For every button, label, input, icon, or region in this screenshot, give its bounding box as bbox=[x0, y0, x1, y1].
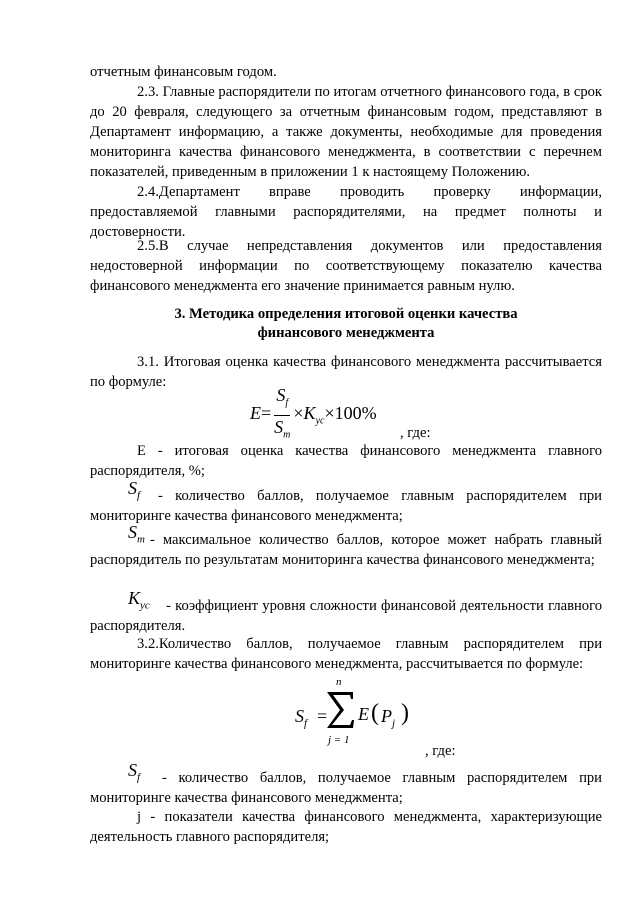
formula2-open-paren: ( bbox=[371, 700, 379, 726]
where-label-1: , где: bbox=[400, 425, 431, 441]
where-label-2: , где: bbox=[425, 743, 456, 759]
formula-sum bbox=[295, 676, 435, 756]
paragraph-e-definition: Е - итоговая оценка качества финансового менеджмента главного распорядителя, %; bbox=[90, 443, 602, 479]
formula-eq: = bbox=[261, 403, 272, 424]
formula2-close-paren: ) bbox=[401, 700, 409, 726]
formula-total-score bbox=[250, 384, 377, 446]
paragraph-continuation: отчетным финансовым годом. bbox=[90, 64, 277, 80]
formula2-lhs: $S_f$ bbox=[295, 706, 308, 730]
symbol-sf-2: $S_f$ bbox=[128, 760, 141, 784]
sigma-icon bbox=[325, 690, 355, 730]
paragraph-sm-definition: - максимальное количество баллов, которое может набрать главный распорядитель по результатам мониторинга качества финансового менеджмента; bbox=[90, 532, 602, 568]
paragraph-2-4: 2.4.Департамент вправе проводить проверку информации, предоставляемой главными распорядителями, на предмет полноты и достоверности. bbox=[90, 184, 602, 240]
section-heading-line-2: финансового менеджмента bbox=[257, 325, 435, 341]
symbol-sf: $S_f$ bbox=[128, 478, 141, 502]
formula2-func: E bbox=[358, 704, 369, 724]
symbol-kus: $K_{ус}$ bbox=[128, 588, 150, 612]
formula-k: $K_{ус}$ bbox=[303, 403, 325, 427]
paragraph-2-3: 2.3. Главные распорядители по итогам отчетного финансового года, в срок до 20 февраля, следующего за отчетным финансовым годом, представляют в Департамент информацию, а также документы, необходимые для проведения мониторинга качества финансового менеджмента, в соответствии с перечнем показателей, приведенным в приложении 1 к настоящему Положению. bbox=[90, 84, 602, 180]
paragraph-sf-definition-2: - количество баллов, получаемое главным распорядителем при мониторинге качества финансового менеджмента; bbox=[90, 770, 602, 806]
formula-denominator: $S_m$ bbox=[274, 416, 291, 441]
paragraph-2-5: 2.5.В случае непредставления документов или предоставления недостоверной информации по соответствующему показателю качества финансового менеджмента его значение принимается равным нулю. bbox=[90, 238, 602, 294]
formula2-upper-limit: n bbox=[336, 676, 342, 688]
formula-numerator: $S_f$ bbox=[274, 384, 290, 416]
formula2-arg: $P_j$ bbox=[381, 706, 396, 730]
formula-percent: 100% bbox=[334, 403, 377, 424]
paragraph-3-2: 3.2.Количество баллов, получаемое главным распорядителем при мониторинге качества финансового менеджмента, рассчитывается по формуле: bbox=[90, 636, 602, 672]
symbol-sm: $S_m$ bbox=[128, 522, 145, 546]
section-heading-line-1: 3. Методика определения итоговой оценки качества bbox=[174, 306, 518, 322]
formula-fraction bbox=[274, 384, 290, 446]
paragraph-sf-definition: - количество баллов, получаемое главным распорядителем при мониторинге качества финансового менеджмента; bbox=[90, 488, 602, 524]
paragraph-kus-definition: - коэффициент уровня сложности финансовой деятельности главного распорядителя. bbox=[90, 598, 602, 634]
formula2-lower-limit: j = 1 bbox=[328, 734, 350, 746]
formula-lhs-e: E bbox=[250, 403, 261, 424]
formula-times: × bbox=[293, 403, 304, 424]
paragraph-j-definition: j - показатели качества финансового менеджмента, характеризующие деятельность главного распорядителя; bbox=[90, 809, 602, 845]
paragraph-3-1-text: 3.1. Итоговая оценка качества финансового менеджмента рассчитывается по формуле: bbox=[90, 354, 602, 390]
formula2-eq: = bbox=[317, 706, 328, 726]
formula-times-2: × bbox=[324, 403, 335, 424]
